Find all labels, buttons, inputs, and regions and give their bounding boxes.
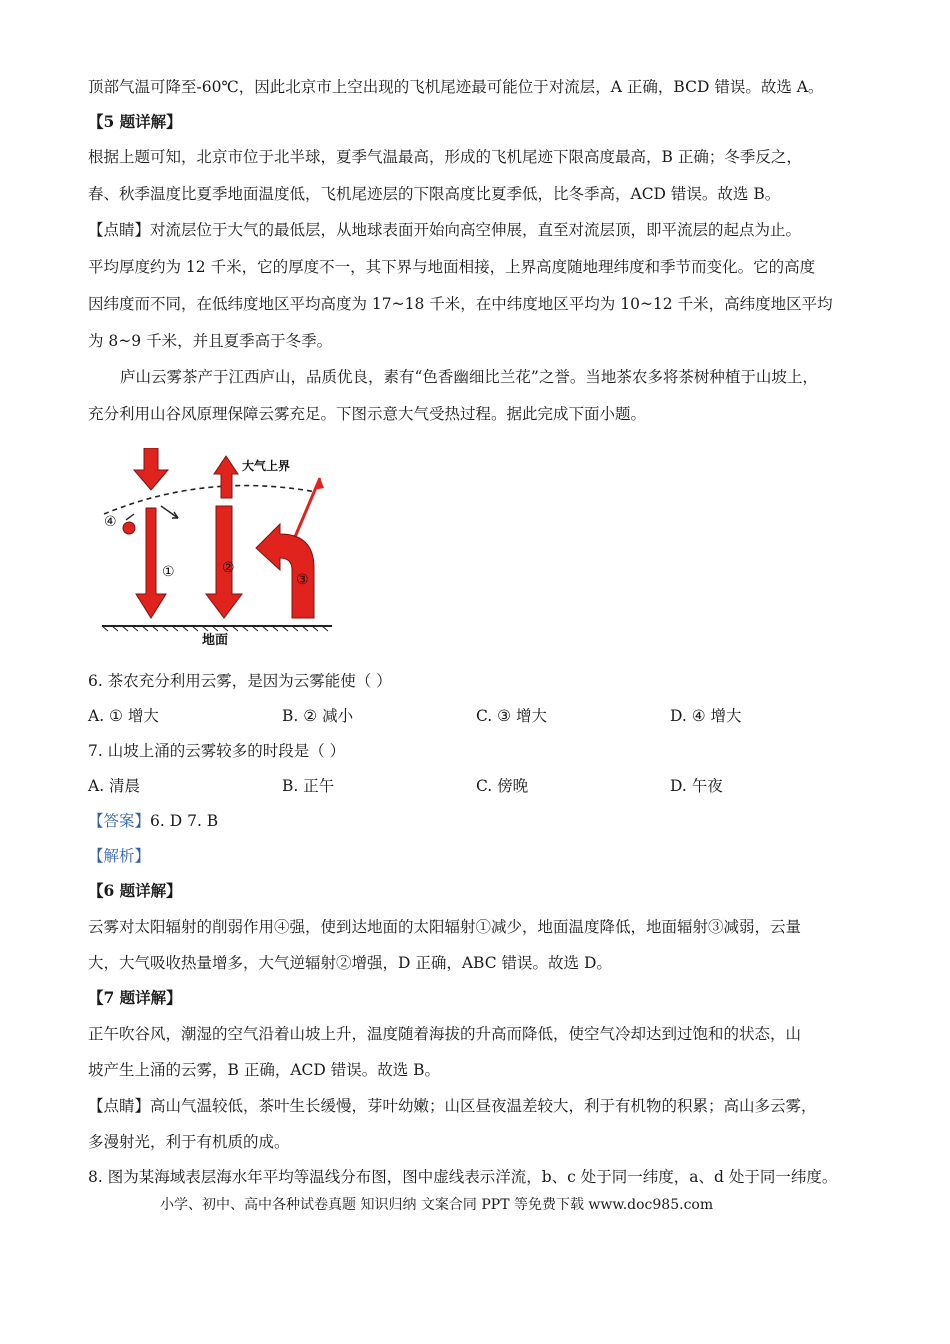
intro-line-2: 充分利用山谷风原理保障云雾充足。下图示意大气受热过程。据此完成下面小题。 (88, 405, 647, 423)
text-line-4: 春、秋季温度比夏季地面温度低，飞机尾迹层的下限高度比夏季低，比冬季高，ACD 错误。故选 B。 (88, 185, 781, 203)
atmosphere-boundary-dashed (104, 486, 316, 514)
marker-1: ① (162, 564, 175, 580)
reflection-blob (123, 522, 135, 534)
q8-stem: 8. 图为某海域表层海水年平均等温线分布图，图中虚线表示洋流，b、c 处于同一纬度，a、d 处于同一纬度。 (88, 1168, 838, 1186)
text-line-1: 顶部气温可降至-60℃，因此北京市上空出现的飞机尾迹最可能位于对流层，A 正确，BCD 错误。故选 A。 (88, 78, 824, 96)
arrow-1-surface-radiation-received (136, 508, 166, 618)
section-heading-5: 【5 题详解】 (88, 112, 182, 131)
arrow-2-up-head (214, 456, 238, 498)
explain7-line-2: 坡产生上涌的云雾，B 正确，ACD 错误。故选 B。 (88, 1061, 441, 1079)
diagram-svg (96, 448, 336, 650)
q7-option-a: A. 清晨 (88, 777, 141, 795)
marker-3: ③ (296, 572, 309, 588)
q7-stem: 7. 山坡上涌的云雾较多的时段是（ ） (88, 742, 346, 760)
analysis-label: 【解析】 (88, 847, 151, 865)
q6-stem: 6. 茶农充分利用云雾，是因为云雾能使（ ） (88, 672, 392, 690)
answer-text: 6. D 7. B (150, 812, 219, 830)
intro-line-1: 庐山云雾茶产于江西庐山，品质优良，素有“色香幽细比兰花”之誉。当地茶农多将茶树种植于山坡上， (120, 368, 818, 386)
answer-label: 【答案】 (88, 812, 151, 830)
dianjing-line-2: 平均厚度约为 12 千米，它的厚度不一，其下界与地面相接，上界高度随地理纬度和季节而变化。它的高度 (88, 258, 816, 276)
explain6-heading: 【6 题详解】 (88, 881, 182, 900)
q6-option-d: D. ④ 增大 (670, 707, 742, 725)
q6-option-c: C. ③ 增大 (476, 707, 547, 725)
q7-option-b: B. 正午 (282, 777, 335, 795)
dianjing2-line-1: 【点睛】高山气温较低，茶叶生长缓慢，芽叶幼嫩；山区昼夜温差较大，利于有机物的积累；高山多云雾， (88, 1097, 817, 1115)
top-atmosphere-label: 大气上界 (242, 459, 291, 473)
marker-2: ② (222, 560, 235, 576)
q7-option-d: D. 午夜 (670, 777, 723, 795)
page-footer: 小学、初中、高中各种试卷真题 知识归纳 文案合同 PPT 等免费下载 www.doc985.com (160, 1197, 714, 1213)
dianjing2-line-2: 多漫射光，利于有机质的成。 (88, 1133, 290, 1151)
dianjing-line-4: 为 8~9 千米，并且夏季高于冬季。 (88, 332, 333, 350)
q7-option-c: C. 傍晚 (476, 777, 529, 795)
atmosphere-heating-diagram (96, 448, 336, 650)
reflection-line-left (126, 514, 134, 520)
explain6-line-2: 大，大气吸收热量增多，大气逆辐射②增强，D 正确，ABC 错误。故选 D。 (88, 954, 612, 972)
marker-4: ④ (104, 514, 117, 530)
dianjing-line-3: 因纬度而不同，在低纬度地区平均高度为 17~18 千米，在中纬度地区平均为 10~12 千米，高纬度地区平均 (88, 295, 833, 313)
arrow-3-ground-radiation (256, 524, 314, 618)
explain7-line-1: 正午吹谷风，潮湿的空气沿着山坡上升，温度随着海拔的升高而降低，使空气冷却达到过饱和的状态，山 (88, 1025, 802, 1043)
answer-line (88, 811, 218, 831)
reflection-line-right (161, 506, 178, 518)
text-line-3: 根据上题可知，北京市位于北半球，夏季气温最高，形成的飞机尾迹下限高度最高，B 正确；冬季反之， (88, 148, 802, 166)
explain6-line-1: 云雾对太阳辐射的削弱作用④强，使到达地面的太阳辐射①减少，地面温度降低，地面辐射③减弱，云量 (88, 918, 802, 936)
explain7-heading: 【7 题详解】 (88, 988, 182, 1007)
q6-option-b: B. ② 减小 (282, 707, 354, 725)
ground-label: 地面 (202, 633, 229, 648)
dianjing-line-1: 【点睛】对流层位于大气的最低层，从地球表面开始向高空伸展，直至对流层顶，即平流层的起点为止。 (88, 221, 802, 239)
incoming-radiation-arrow (134, 448, 168, 490)
q6-option-a: A. ① 增大 (88, 707, 159, 725)
